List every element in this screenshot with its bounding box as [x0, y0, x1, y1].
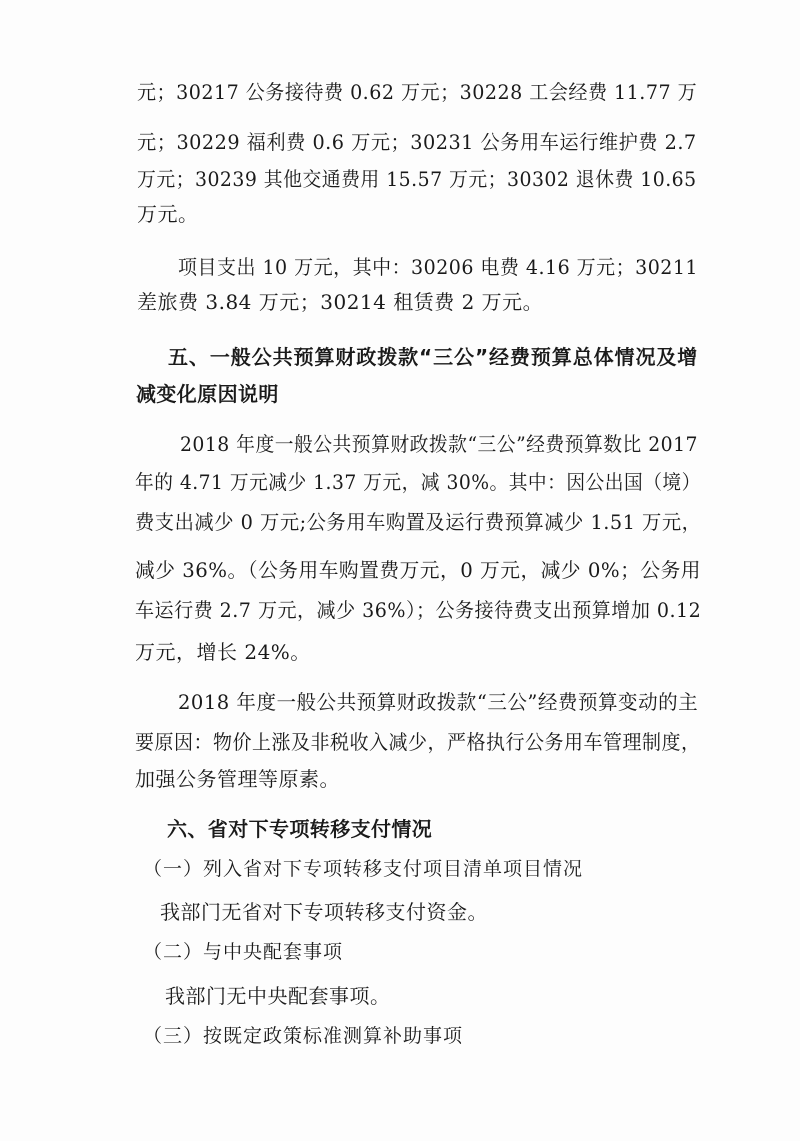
body-text-line: 差旅费 3.84 万元；30214 租赁费 2 万元。	[137, 290, 544, 314]
body-text-line: 万元；30239 其他交通费用 15.57 万元；30302 退休费 10.65	[137, 167, 697, 191]
body-text-line: 我部门无中央配套事项。	[165, 984, 391, 1008]
body-text-line: 我部门无省对下专项转移支付资金。	[160, 900, 488, 924]
body-text-line: 年的 4.71 万元减少 1.37 万元，减 30%。其中：因公出国（境）	[135, 470, 701, 494]
body-text-line: 2018 年度一般公共预算财政拨款“三公”经费预算数比 2017	[180, 432, 698, 456]
body-text-line: 元；30217 公务接待费 0.62 万元；30228 工会经费 11.77 万	[137, 80, 698, 104]
body-text-line: 要原因：物价上涨及非税收入减少，严格执行公务用车管理制度，	[135, 730, 701, 754]
body-text-line: 费支出减少 0 万元;公务用车购置及运行费预算减少 1.51 万元，	[135, 510, 702, 534]
subsection-heading-one: （一）列入省对下专项转移支付项目清单项目情况	[143, 858, 584, 880]
section-heading-six: 六、省对下专项转移支付情况	[167, 817, 433, 841]
body-text-line: 减少 36%。（公务用车购置费万元，0 万元，减少 0%；公务用	[135, 558, 702, 582]
section-heading-five: 五、一般公共预算财政拨款“三公”经费预算总体情况及增	[168, 345, 699, 369]
body-text-line: 万元。	[137, 202, 199, 226]
body-text-line: 元；30229 福利费 0.6 万元；30231 公务用车运行维护费 2.7	[137, 130, 697, 154]
body-text-line: 万元，增长 24%。	[135, 640, 311, 664]
subsection-heading-three: （三）按既定政策标准测算补助事项	[143, 1025, 464, 1047]
body-text-line: 项目支出 10 万元，其中：30206 电费 4.16 万元；30211	[178, 255, 698, 279]
body-text-line: 2018 年度一般公共预算财政拨款“三公”经费预算变动的主	[178, 690, 699, 714]
section-heading-five-cont: 减变化原因说明	[136, 382, 279, 406]
body-text-line: 加强公务管理等原素。	[135, 767, 340, 791]
subsection-heading-two: （二）与中央配套事项	[143, 941, 344, 963]
body-text-line: 车运行费 2.7 万元，减少 36%）；公务接待费支出预算增加 0.12	[135, 598, 702, 622]
